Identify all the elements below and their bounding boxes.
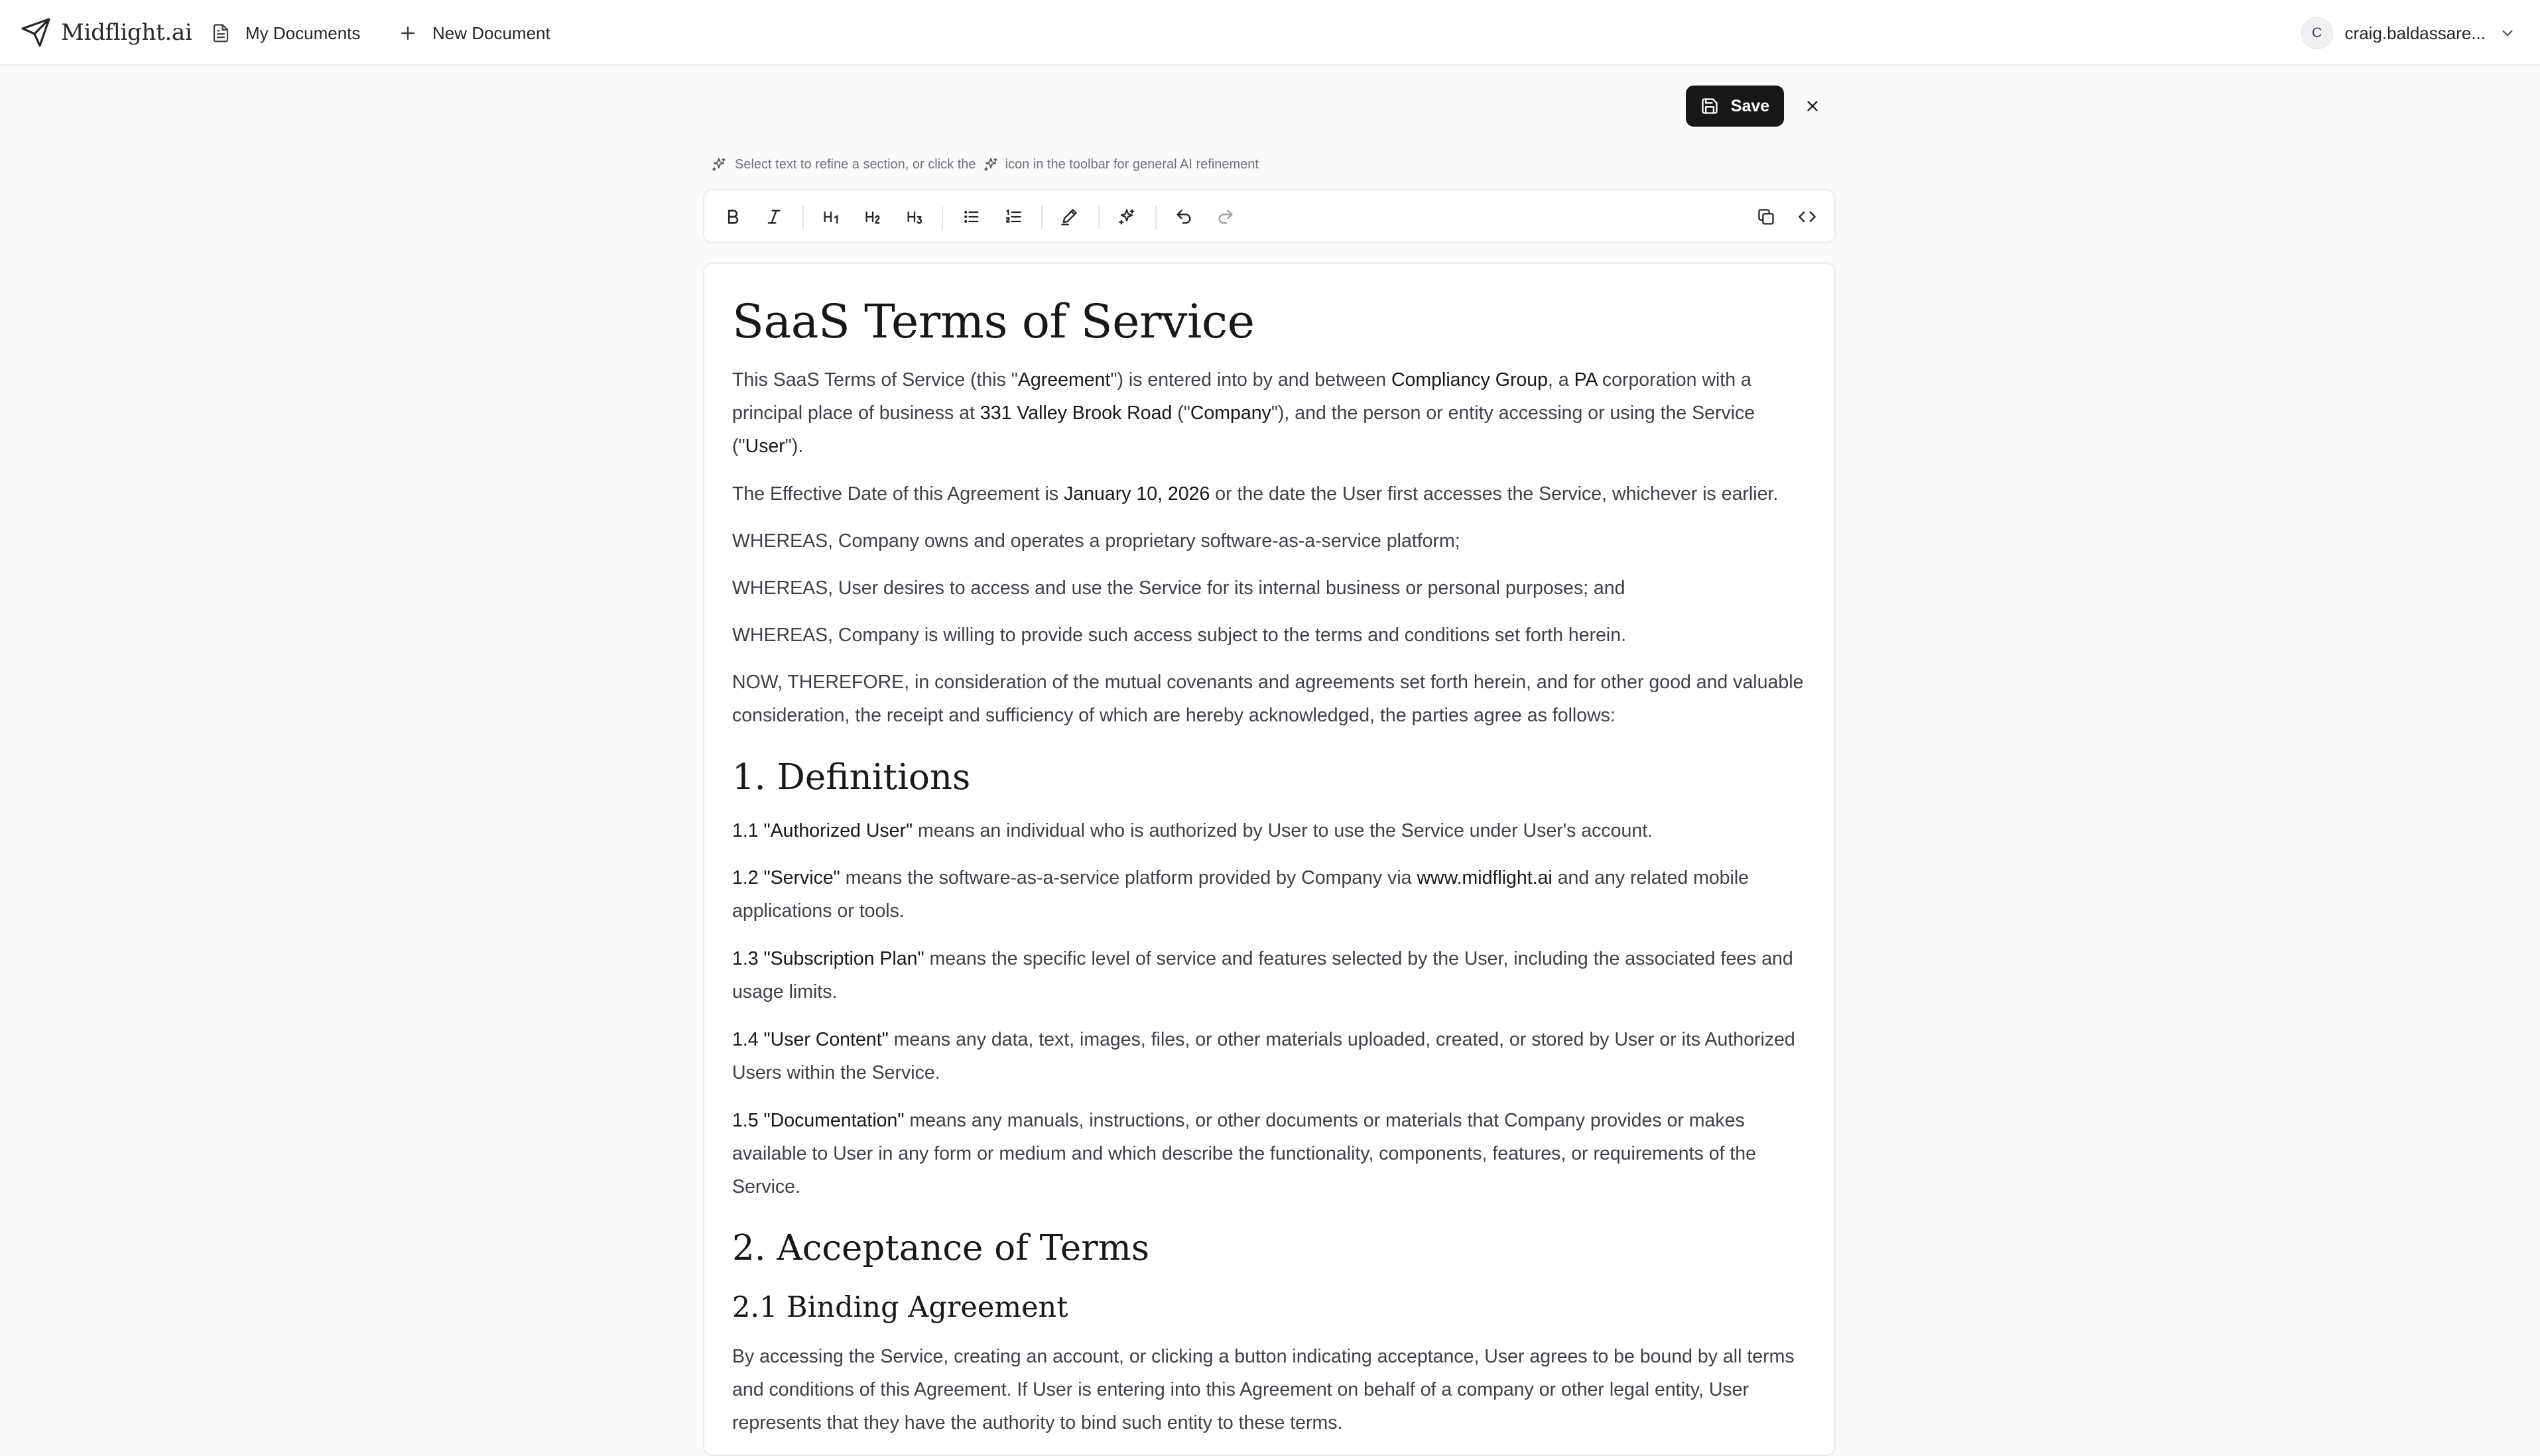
nav-new-document[interactable] [398, 17, 550, 50]
document-icon [211, 23, 231, 43]
definition-1-2 [732, 861, 1820, 928]
company-state: PA [1574, 369, 1597, 391]
save-button[interactable] [1686, 86, 1784, 127]
definition-term: 1.1 "Authorized User" [732, 820, 913, 841]
paper-plane-icon [20, 17, 52, 48]
definition-1-4 [732, 1023, 1820, 1089]
intro-text: (" [1172, 402, 1190, 424]
toolbar-separator [942, 206, 943, 229]
heading-2-button[interactable] [859, 203, 887, 231]
numbered-list-button[interactable] [999, 203, 1027, 231]
whereas-paragraph-1: WHEREAS, Company owns and operates a proprietary software-as-a-service platform; [732, 530, 1460, 552]
toolbar-separator [1041, 206, 1043, 229]
definition-text: and any related mobile applications or tools. [732, 867, 1749, 922]
italic-button[interactable] [760, 203, 788, 231]
undo-button[interactable] [1170, 203, 1198, 231]
bullet-list-button[interactable] [958, 203, 985, 231]
redo-icon [1216, 208, 1235, 226]
intro-text: , a [1547, 369, 1574, 391]
whereas-paragraph-2: WHEREAS, User desires to access and use the Service for its internal business or personal purposes; and [732, 577, 1625, 599]
defined-term: User [745, 436, 785, 457]
bold-icon [724, 208, 742, 226]
company-name: Compliancy Group [1391, 369, 1548, 391]
toolbar-separator [1155, 206, 1157, 229]
undo-icon [1175, 208, 1193, 226]
user-menu[interactable] [2301, 16, 2516, 50]
definition-text: means an individual who is authorized by User to use the Service under User's account. [913, 820, 1653, 841]
editor-toolbar [703, 189, 1836, 243]
definition-term: 1.5 "Documentation" [732, 1110, 905, 1131]
toolbar-separator [802, 206, 804, 229]
toolbar-separator [1098, 206, 1100, 229]
close-button[interactable] [1799, 92, 1826, 120]
heading-1-button[interactable] [817, 203, 845, 231]
section-heading-definitions: 1. Definitions [732, 757, 971, 798]
heading-3-icon [905, 208, 924, 226]
effective-date-paragraph [732, 477, 1820, 511]
definition-1-5 [732, 1104, 1820, 1203]
nav-my-documents[interactable] [211, 17, 360, 50]
view-source-button[interactable] [1793, 203, 1821, 231]
highlighter-icon [1060, 208, 1078, 226]
document-title: SaaS Terms of Service [732, 294, 1255, 349]
plus-icon [398, 23, 418, 43]
numbered-list-icon [1004, 208, 1023, 226]
effective-date: January 10, 2026 [1064, 483, 1210, 505]
sparkles-icon [711, 156, 727, 172]
definition-1-1 [732, 814, 1820, 847]
copy-icon [1757, 208, 1775, 226]
top-nav-bar [0, 0, 2540, 66]
definition-term: 1.2 "Service" [732, 867, 840, 888]
intro-text: "). [785, 436, 804, 457]
intro-text: "), and the person or entity accessing or using the Service (" [732, 402, 1755, 457]
definition-term: 1.3 "Subscription Plan" [732, 948, 924, 969]
effective-text: The Effective Date of this Agreement is [732, 483, 1064, 505]
ai-refine-button[interactable] [1113, 203, 1141, 231]
intro-text: ") is entered into by and between [1110, 369, 1391, 391]
avatar: C [2301, 17, 2333, 49]
definition-text: means any data, text, images, files, or other materials uploaded, created, or stored by User or its Authorized Users within the Service. [732, 1029, 1795, 1083]
brand-name: Midflight.ai [61, 19, 192, 46]
subsection-heading-binding-agreement: 2.1 Binding Agreement [732, 1291, 1068, 1324]
chevron-down-icon [2499, 25, 2516, 42]
now-therefore-paragraph: NOW, THEREFORE, in consideration of the mutual covenants and agreements set forth herein, and for other good and valuable consideration, the receipt and sufficiency of which are hereby acknowledged, the parties agree as follows: [732, 672, 1804, 726]
redo-button[interactable] [1212, 203, 1239, 231]
intro-paragraph [732, 363, 1820, 463]
ai-hint-text-end: icon in the toolbar for general AI refinement [1005, 156, 1259, 172]
brand-logo[interactable] [20, 15, 192, 50]
save-icon [1700, 97, 1719, 115]
italic-icon [765, 208, 783, 226]
sparkles-icon [983, 156, 999, 172]
company-address: 331 Valley Brook Road [980, 402, 1173, 424]
nav-new-document-label: New Document [432, 23, 550, 43]
bold-button[interactable] [719, 203, 747, 231]
definition-text: means the specific level of service and features selected by the User, including the associated fees and usage limits. [732, 948, 1793, 1002]
heading-1-icon [822, 208, 840, 226]
code-icon [1798, 208, 1816, 226]
ai-hint [711, 154, 1259, 175]
intro-text: This SaaS Terms of Service (this " [732, 369, 1018, 391]
definition-text: means the software-as-a-service platform provided by Company via [840, 867, 1417, 888]
bullet-list-icon [962, 208, 981, 226]
save-button-label: Save [1730, 96, 1770, 115]
heading-2-icon [863, 208, 882, 226]
effective-text: or the date the User first accesses the Service, whichever is earlier. [1210, 483, 1779, 505]
ai-hint-text-start: Select text to refine a section, or click the [735, 156, 976, 172]
heading-3-button[interactable] [901, 203, 928, 231]
definition-text: means any manuals, instructions, or other documents or materials that Company provides or makes available to User in any form or medium and which describe the functionality, components, features, or requirements of the Service. [732, 1110, 1756, 1197]
definition-term: 1.4 "User Content" [732, 1029, 889, 1050]
service-url: www.midflight.ai [1417, 867, 1553, 888]
user-name: craig.baldassare... [2344, 23, 2486, 43]
sparkles-icon [1117, 208, 1136, 226]
highlight-button[interactable] [1055, 203, 1083, 231]
definition-1-3 [732, 942, 1820, 1008]
defined-term: Company [1190, 402, 1271, 424]
defined-term: Agreement [1017, 369, 1111, 391]
intro-text: corporation with a principal place of business at [732, 369, 1751, 424]
document-editor[interactable] [703, 263, 1836, 1456]
binding-agreement-paragraph: By accessing the Service, creating an account, or clicking a button indicating acceptance, User agrees to be bound by all terms and conditions of this Agreement. If User is entering into this Agreement on behalf of a company or other legal entity, User represents that they have the authority to bind such entity to these terms. [732, 1346, 1795, 1433]
section-heading-acceptance: 2. Acceptance of Terms [732, 1228, 1150, 1268]
whereas-paragraph-3: WHEREAS, Company is willing to provide such access subject to the terms and conditions set forth herein. [732, 625, 1627, 646]
close-icon [1804, 97, 1821, 115]
nav-my-documents-label: My Documents [245, 23, 361, 43]
copy-button[interactable] [1752, 203, 1780, 231]
